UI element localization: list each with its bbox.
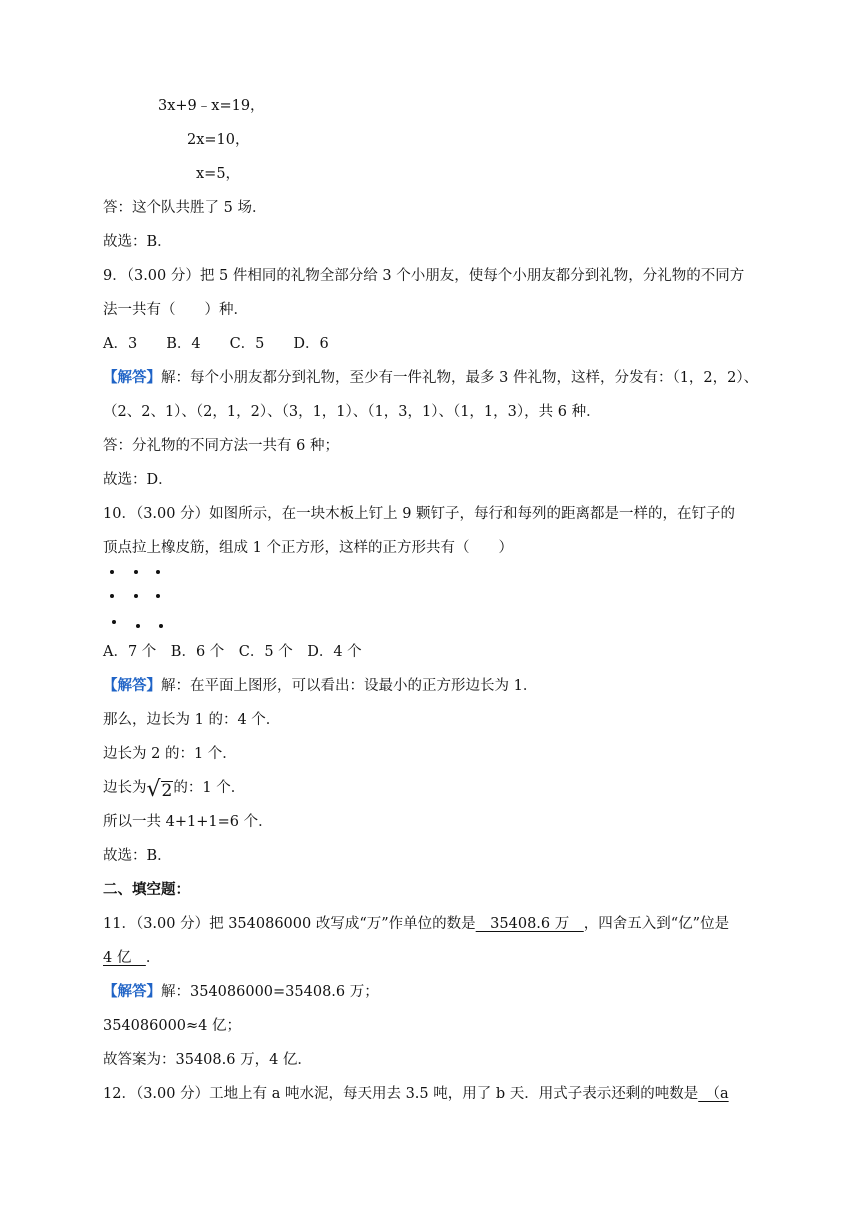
nail-dot: [112, 620, 116, 624]
solution-11-line-2: 354086000≈4 亿；: [103, 1018, 242, 1034]
nail-dot: [159, 624, 163, 628]
question-10-options: A．7 个 B．6 个 C．5 个 D．4 个: [103, 644, 362, 660]
solution-10-line-3: 边长为 2 的：1 个．: [103, 746, 237, 762]
choice-q8: 故选：B．: [103, 234, 172, 250]
question-9-line-1: 9．（3.00 分）把 5 件相同的礼物全部分给 3 个小朋友，使每个小朋友都分到礼物，分礼物的不同方: [103, 268, 745, 284]
question-12-line-1: [103, 1084, 729, 1104]
nail-dot: [156, 570, 160, 574]
nail-dot: [134, 570, 138, 574]
question-11-middle: ，四舍五入到“亿”位是: [583, 916, 730, 932]
nail-dot: [110, 594, 114, 598]
equation-line-1: 3x+9﹣x=19，: [158, 98, 265, 114]
solution-tag: 【解答】: [103, 369, 161, 386]
solution-11-line-1: [103, 982, 379, 1002]
answer-blank-3: （a: [698, 1086, 729, 1102]
solution-10-line-4-suffix: 的：1 个．: [173, 780, 246, 796]
square-root-expression: [146, 777, 174, 802]
equation-line-3: x=5，: [196, 166, 241, 182]
nail-dot: [136, 624, 140, 628]
nail-grid-figure: [106, 562, 170, 634]
question-11-line-1: [103, 914, 729, 934]
question-9-line-2: 法一共有（ ）种．: [103, 302, 248, 318]
solution-10-line-5: 所以一共 4+1+1=6 个．: [103, 814, 273, 830]
radicand: 2: [161, 781, 173, 801]
question-10-line-1: 10．（3.00 分）如图所示，在一块木板上钉上 9 颗钉子，每行和每列的距离都是一样的，在钉子的: [103, 506, 736, 522]
solution-9-text: 解：每个小朋友都分到礼物，至少有一件礼物，最多 3 件礼物，这样，分发有：（1，2，2）、: [161, 370, 759, 386]
solution-tag: 【解答】: [103, 983, 161, 1000]
solution-11-line-3: 故答案为：35408.6 万，4 亿．: [103, 1052, 312, 1068]
solution-10-line-4-prefix: 边长为: [103, 780, 147, 796]
choice-q10: 故选：B．: [103, 848, 172, 864]
solution-9-line-1: [103, 368, 758, 388]
question-11-end: ．: [145, 950, 161, 966]
nail-dot: [156, 594, 160, 598]
choice-q9: 故选：D．: [103, 472, 173, 488]
question-10-line-2: 顶点拉上橡皮筋，组成 1 个正方形，这样的正方形共有（ ）: [103, 540, 513, 556]
solution-10-line-2: 那么，边长为 1 的：4 个．: [103, 712, 281, 728]
answer-blank-2: 4 亿: [103, 950, 146, 966]
question-12-prefix: 12．（3.00 分）工地上有 a 吨水泥，每天用去 3.5 吨，用了 b 天．用式子表示还剩的吨数是: [103, 1086, 699, 1102]
answer-q8: 答：这个队共胜了 5 场．: [103, 200, 267, 216]
solution-10-line-4: [103, 778, 245, 800]
nail-dot: [134, 594, 138, 598]
solution-tag: 【解答】: [103, 677, 161, 694]
solution-10-text: 解：在平面上图形，可以看出：设最小的正方形边长为 1．: [161, 678, 538, 694]
question-9-options: A．3 B．4 C．5 D．6: [103, 336, 329, 352]
solution-11-text: 解：354086000=35408.6 万；: [161, 984, 379, 1000]
solution-10-line-1: [103, 676, 537, 696]
answer-blank-1: 35408.6 万: [475, 916, 584, 932]
equation-line-2: 2x=10，: [187, 132, 250, 148]
nail-dot: [110, 570, 114, 574]
question-11-prefix: 11．（3.00 分）把 354086000 改写成“万”作单位的数是: [103, 916, 476, 932]
section-heading: 二、填空题：: [103, 881, 190, 898]
question-11-line-2: [103, 948, 160, 968]
answer-q9: 答：分礼物的不同方法一共有 6 种；: [103, 438, 339, 454]
solution-9-line-2: （2、2、1）、（2，1，2）、（3，1，1）、（1，3，1）、（1，1，3），共 6 种．: [103, 404, 601, 420]
radical-sign: √: [146, 777, 161, 802]
